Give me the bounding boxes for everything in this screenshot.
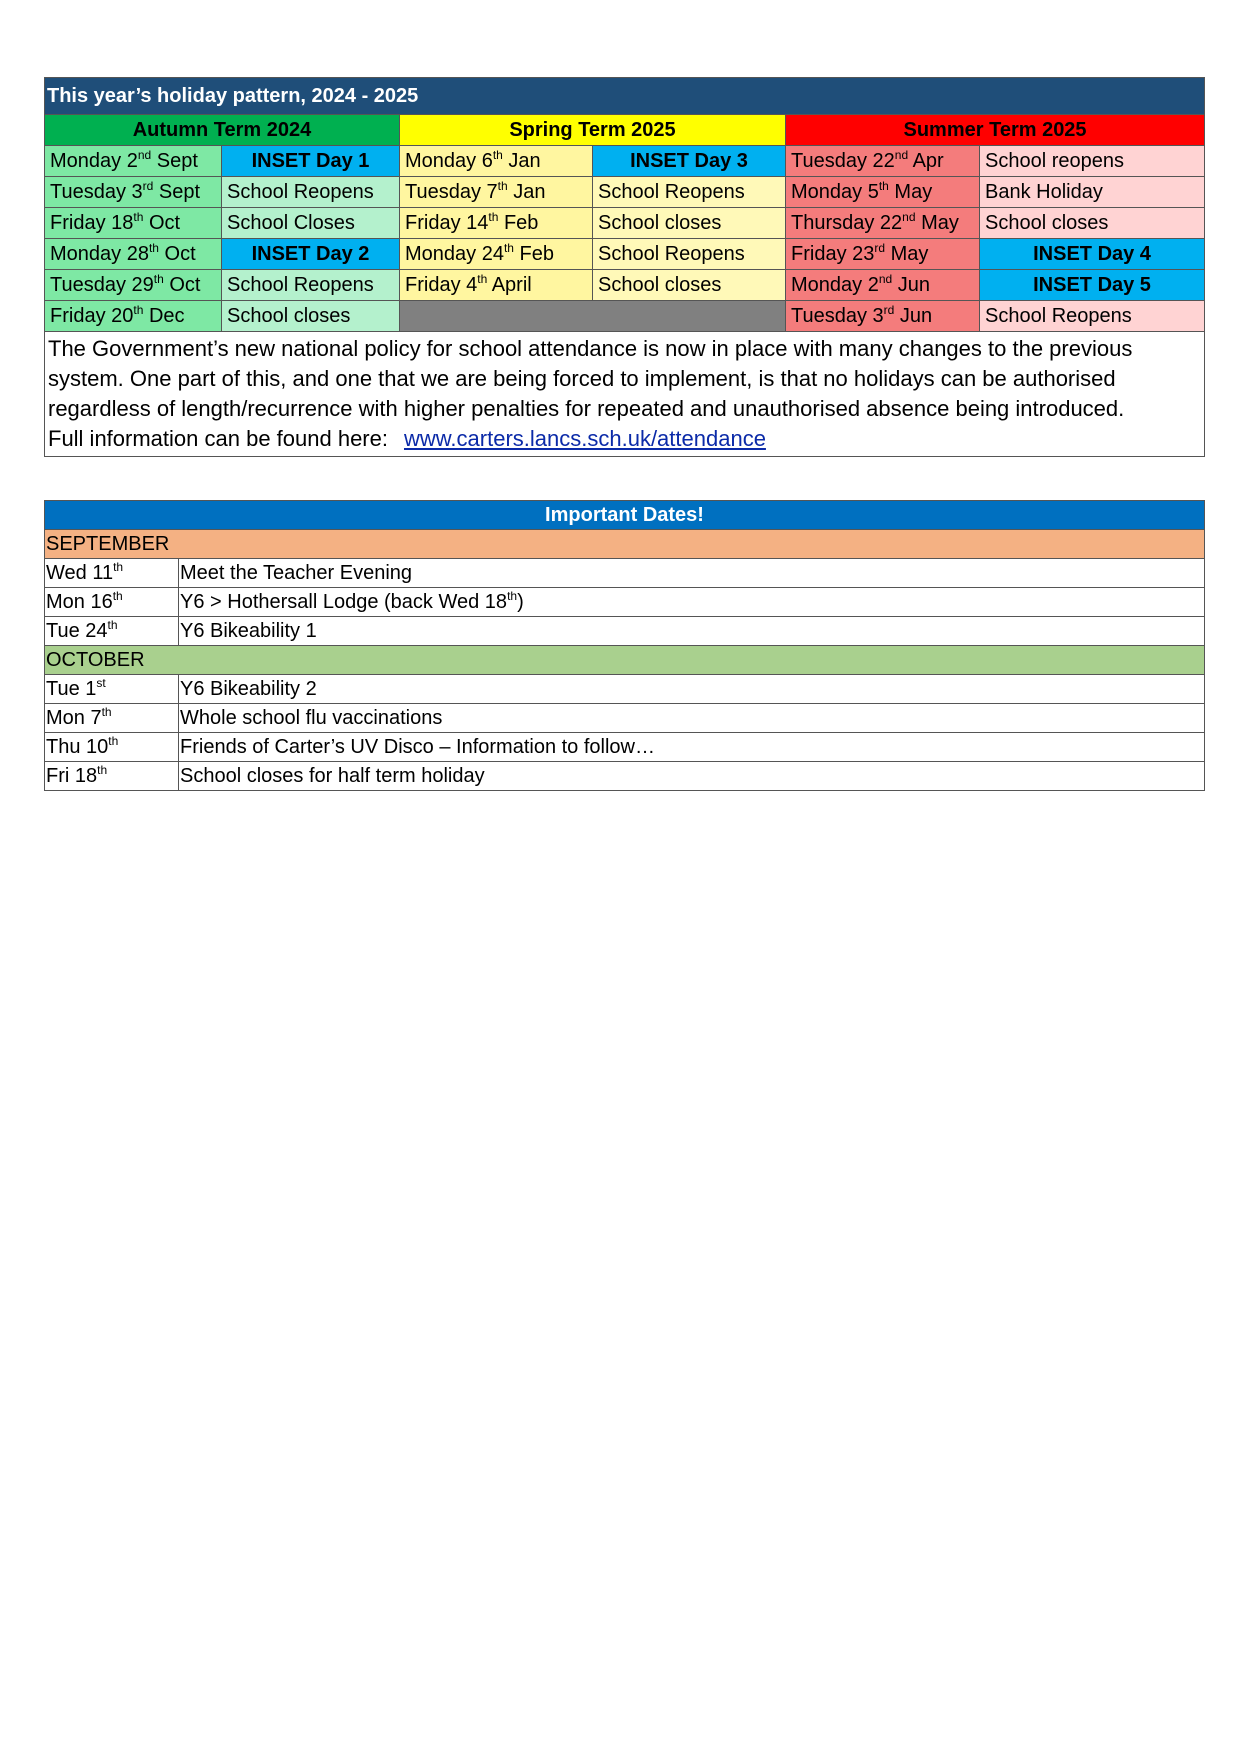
summer-term-header: Summer Term 2025 xyxy=(786,115,1205,146)
spring-event: School Reopens xyxy=(593,239,786,270)
month-header-october: OCTOBER xyxy=(45,646,1205,675)
autumn-event: School Reopens xyxy=(222,270,400,301)
table-row xyxy=(45,733,1205,762)
autumn-date: Monday 2nd Sept xyxy=(45,146,222,177)
event-day: Tue 24th xyxy=(45,617,179,646)
policy-text: The Government’s new national policy for school attendance is now in place with many changes to the previous system. One part of this, and one that we are being forced to implement, is that no holidays can be authorised regardless of length/recurrence with higher penalties for repeated and unauthorised absence being introduced. xyxy=(48,336,1133,421)
summer-date: Friday 23rd May xyxy=(786,239,980,270)
spring-event: School closes xyxy=(593,208,786,239)
event-description: Friends of Carter’s UV Disco – Information to follow… xyxy=(179,733,1205,762)
spring-date: Tuesday 7th Jan xyxy=(400,177,593,208)
spring-date: Monday 6th Jan xyxy=(400,146,593,177)
summer-event: School reopens xyxy=(980,146,1205,177)
table-row xyxy=(45,704,1205,733)
autumn-term-header: Autumn Term 2024 xyxy=(45,115,400,146)
summer-event: School Reopens xyxy=(980,301,1205,332)
event-description: Y6 > Hothersall Lodge (back Wed 18th) xyxy=(179,588,1205,617)
autumn-event: INSET Day 1 xyxy=(222,146,400,177)
autumn-event: School closes xyxy=(222,301,400,332)
autumn-date: Tuesday 29th Oct xyxy=(45,270,222,301)
summer-date: Tuesday 22nd Apr xyxy=(786,146,980,177)
autumn-event: INSET Day 2 xyxy=(222,239,400,270)
spring-event: School closes xyxy=(593,270,786,301)
spring-date: Friday 14th Feb xyxy=(400,208,593,239)
event-day: Thu 10th xyxy=(45,733,179,762)
spring-term-header: Spring Term 2025 xyxy=(400,115,786,146)
important-dates-title: Important Dates! xyxy=(45,501,1205,530)
autumn-event: School Reopens xyxy=(222,177,400,208)
summer-date: Tuesday 3rd Jun xyxy=(786,301,980,332)
table-row xyxy=(45,559,1205,588)
autumn-date: Monday 28th Oct xyxy=(45,239,222,270)
event-description: Y6 Bikeability 1 xyxy=(179,617,1205,646)
holiday-pattern-table xyxy=(44,77,1205,457)
holiday-row xyxy=(45,146,1205,177)
holiday-row xyxy=(45,177,1205,208)
summer-event: INSET Day 4 xyxy=(980,239,1205,270)
spring-date: Friday 4th April xyxy=(400,270,593,301)
table-row xyxy=(45,617,1205,646)
holiday-row xyxy=(45,239,1205,270)
holiday-title: This year’s holiday pattern, 2024 - 2025 xyxy=(45,78,1205,115)
summer-date: Thursday 22nd May xyxy=(786,208,980,239)
spring-event: INSET Day 3 xyxy=(593,146,786,177)
event-day: Mon 16th xyxy=(45,588,179,617)
event-description: Whole school flu vaccinations xyxy=(179,704,1205,733)
summer-event: INSET Day 5 xyxy=(980,270,1205,301)
holiday-row xyxy=(45,301,1205,332)
event-day: Wed 11th xyxy=(45,559,179,588)
table-row xyxy=(45,762,1205,791)
table-row xyxy=(45,675,1205,704)
holiday-row xyxy=(45,208,1205,239)
info-label: Full information can be found here: xyxy=(48,426,388,451)
attendance-link[interactable]: www.carters.lancs.sch.uk/attendance xyxy=(403,426,766,451)
spring-event: School Reopens xyxy=(593,177,786,208)
autumn-date: Tuesday 3rd Sept xyxy=(45,177,222,208)
attendance-policy-note xyxy=(45,332,1205,457)
summer-date: Monday 2nd Jun xyxy=(786,270,980,301)
event-day: Fri 18th xyxy=(45,762,179,791)
holiday-row xyxy=(45,270,1205,301)
autumn-event: School Closes xyxy=(222,208,400,239)
event-day: Tue 1st xyxy=(45,675,179,704)
event-description: Y6 Bikeability 2 xyxy=(179,675,1205,704)
spring-blank-cell xyxy=(400,301,786,332)
month-header-september: SEPTEMBER xyxy=(45,530,1205,559)
autumn-date: Friday 20th Dec xyxy=(45,301,222,332)
event-description: School closes for half term holiday xyxy=(179,762,1205,791)
spring-date: Monday 24th Feb xyxy=(400,239,593,270)
important-dates-table xyxy=(44,500,1205,791)
autumn-date: Friday 18th Oct xyxy=(45,208,222,239)
table-row xyxy=(45,588,1205,617)
summer-event: School closes xyxy=(980,208,1205,239)
event-description: Meet the Teacher Evening xyxy=(179,559,1205,588)
summer-date: Monday 5th May xyxy=(786,177,980,208)
event-day: Mon 7th xyxy=(45,704,179,733)
summer-event: Bank Holiday xyxy=(980,177,1205,208)
